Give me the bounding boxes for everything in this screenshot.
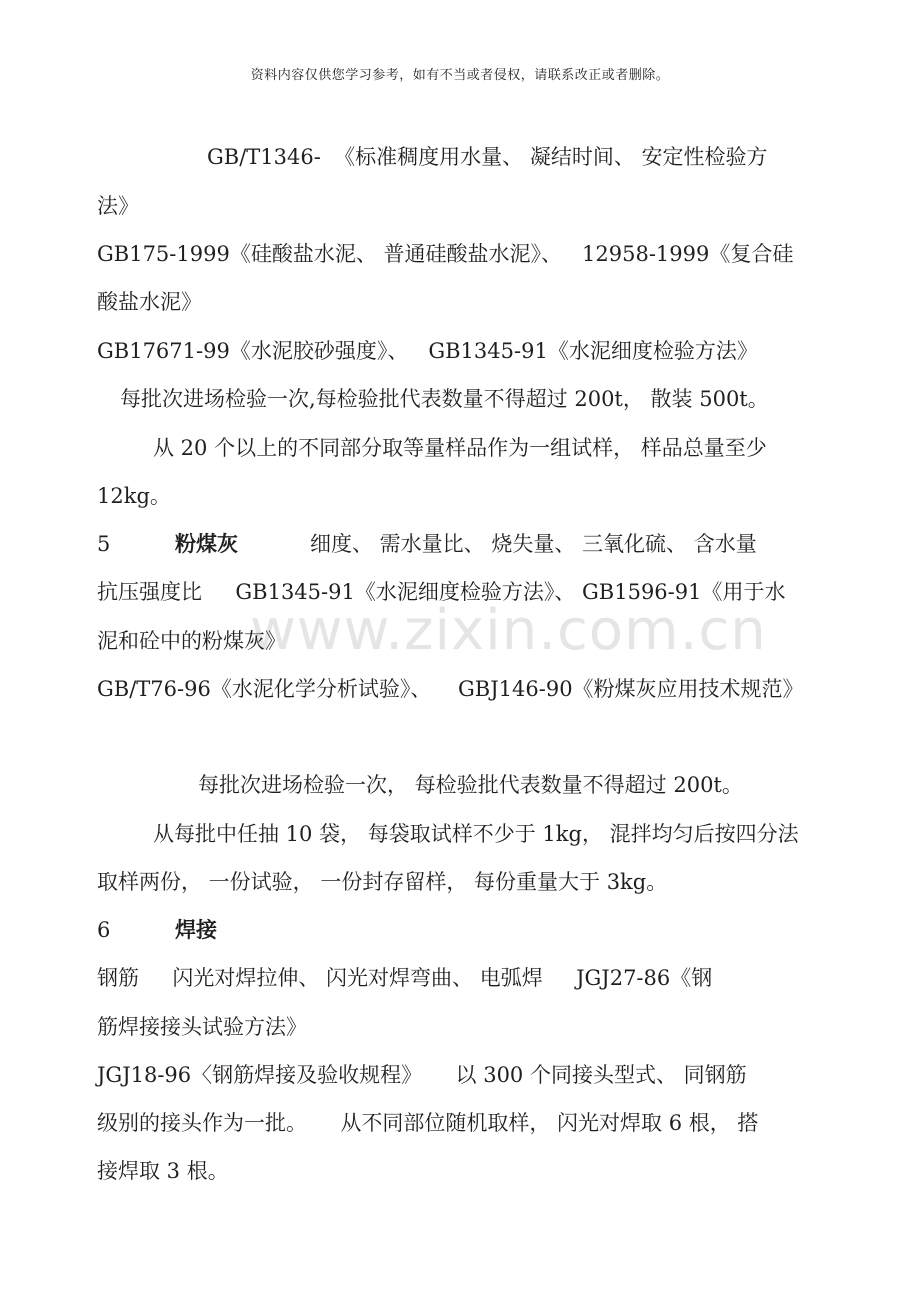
text-line: JGJ18-96〈钢筋焊接及验收规程》 以 300 个同接头型式、 同钢筋 [97, 1063, 747, 1087]
text-line: 细度、 需水量比、 烧失量、 三氧化硫、 含水量 [310, 532, 757, 556]
text-line: 每批次进场检验一次,每检验批代表数量不得超过 200t， 散装 500t。 [120, 387, 769, 411]
text-line: 筋焊接接头试验方法》 [97, 1015, 307, 1039]
text-line: 从每批中任抽 10 袋， 每袋取试样不少于 1kg， 混拌均匀后按四分法 [153, 822, 799, 846]
text-line: GB/T76-96《水泥化学分析试验》、 GBJ146-90《粉煤灰应用技术规范》 [97, 677, 804, 701]
text-line: 钢筋 闪光对焊拉伸、 闪光对焊弯曲、 电弧焊 JGJ27-86《钢 [97, 966, 713, 990]
text-line: 每批次进场检验一次， 每检验批代表数量不得超过 200t。 [198, 773, 743, 797]
text-line: 接焊取 3 根。 [97, 1159, 229, 1183]
page-header-notice: 资料内容仅供您学习参考，如有不当或者侵权，请联系改正或者删除。 [250, 68, 670, 83]
text-line: 从 20 个以上的不同部分取等量样品作为一组试样， 样品总量至少 [153, 436, 767, 460]
text-line: 级别的接头作为一批。 从不同部位随机取样， 闪光对焊取 6 根， 搭 [97, 1111, 759, 1135]
text-line: 法》 [97, 194, 139, 218]
text-line: GB17671-99《水泥胶砂强度》、 GB1345-91《水泥细度检验方法》 [97, 339, 758, 363]
text-line: 抗压强度比 GB1345-91《水泥细度检验方法》、 GB1596-91《用于水 [97, 580, 786, 604]
text-line: 酸盐水泥》 [97, 290, 202, 314]
section-number: 5 [97, 532, 111, 556]
watermark: www.zixin.com.cn [250, 598, 767, 663]
text-line: 12kg。 [97, 484, 171, 508]
text-line: GB/T1346- 《标准稠度用水量、 凝结时间、 安定性检验方 [207, 145, 768, 169]
text-line: 取样两份， 一份试验， 一份封存留样， 每份重量大于 3kg。 [97, 870, 668, 894]
section-title: 粉煤灰 [175, 531, 238, 556]
text-line: GB175-1999《硅酸盐水泥、 普通硅酸盐水泥》、 12958-1999《复合硅 [97, 242, 794, 266]
text-line: 泥和砼中的粉煤灰》 [97, 629, 286, 653]
section-title: 焊接 [175, 917, 217, 942]
section-number: 6 [97, 918, 111, 942]
